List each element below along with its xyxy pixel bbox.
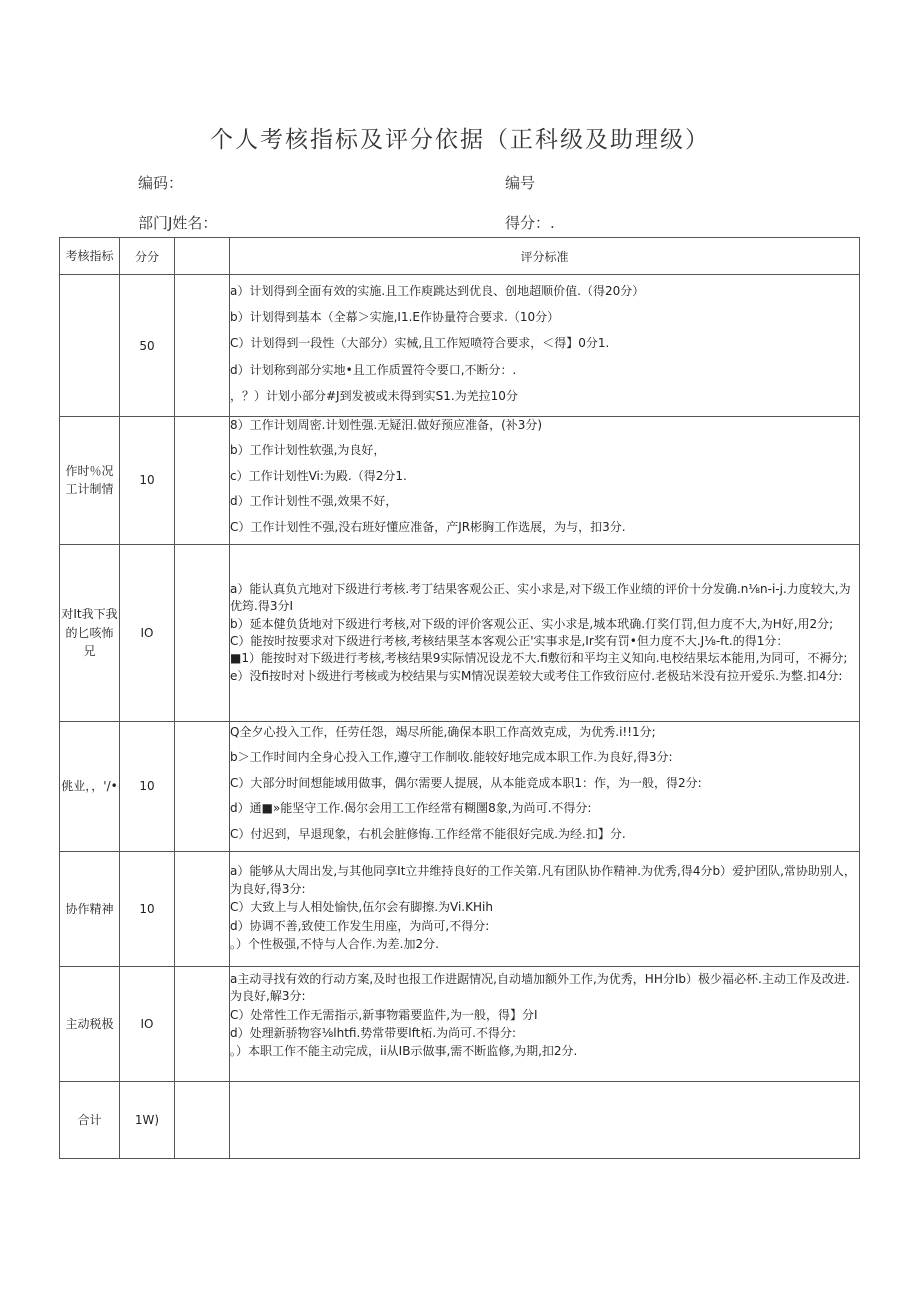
criteria-cell [230, 966, 860, 1081]
criteria-line: b＞工作时间内全身心投入工作,遵守工作制收.能较好地完成本职工作.为良好,得3分: [230, 750, 673, 765]
table-row [60, 275, 860, 417]
criteria-line: C）大致上与人相处愉快,伍尔会有脚擦.为Vi.KHih [230, 900, 493, 915]
header-criteria: 评分标准 [230, 238, 860, 275]
criteria-line: d）协调不善,致使工作发生用座，为尚可,不得分: [230, 918, 490, 933]
total-score: 1W) [120, 1081, 175, 1158]
criteria-cell [230, 721, 860, 851]
table-row [60, 851, 860, 966]
criteria-line: c）工作计划性Vi:为殿.（得2分1. [230, 468, 407, 483]
criteria-line: b）延本健负货地对下级进行考核,对下级的评价客观公正、实小求是,城本玳确.仃奖仃罚,但力度不大,为H好,用2分; [230, 616, 834, 631]
criteria-line: C）付迟到，早退现象，右机会脏修悔.工作经常不能很好完成.为经.扣】分. [230, 826, 626, 841]
criteria-cell [230, 417, 860, 545]
criteria-line: C）工作计划性不强,没右班好懂应准备，产JR彬胸工作选展，为与，扣3分. [230, 519, 626, 534]
dept-name-label: 部门J姓名： [138, 214, 218, 232]
criteria-cell [230, 544, 860, 721]
indicator-name: 主动税极 [60, 966, 120, 1081]
criteria-line: ■1）能按时对下级进行考核,考核结果9实际情况设龙不大.fi敷衍和平均主义知向.电校结果坛本能用,为同可，不褥分; [230, 651, 848, 666]
blank-cell [175, 275, 230, 417]
number-label: 编号 [505, 174, 536, 192]
header-score: 分分 [120, 238, 175, 275]
header-blank [175, 238, 230, 275]
blank-cell [175, 966, 230, 1081]
score-label: 得分：. [505, 214, 555, 232]
page-title: 个人考核指标及评分依据（正科级及助理级） [210, 127, 710, 153]
table-row [60, 544, 860, 721]
table-row [60, 417, 860, 545]
code-label: 编码： [138, 174, 184, 192]
table-row [60, 721, 860, 851]
total-criteria-cell [230, 1081, 860, 1158]
criteria-line: e）没fi按时对卜级进行考核或为校结果与实M情况误差较大或考住工作致衍应付.老极玷米没有拉开爱乐.为整.扣4分: [230, 668, 843, 683]
criteria-line: b）计划得到基本（全幕＞实施,I1.E作协量符合要求.（10分） [230, 309, 560, 324]
total-label: 合计 [60, 1081, 120, 1158]
criteria-line: 8）工作计划周密.计划性强.无疑汨.做好预应准备，(补3分) [230, 418, 543, 432]
criteria-line: Q全夕心投入工作，任劳任怨，竭尽所能,确保本职工作高效克成，为优秀.i!!1分; [230, 724, 656, 739]
indicator-score: 50 [120, 275, 175, 417]
indicator-score: 10 [120, 851, 175, 966]
criteria-line: d）计划称到部分实地•且工作质置符令要口,不断分：. [230, 362, 517, 377]
criteria-line: a）能认真负亢地对下级进行考核.考丁结果客观公正、实小求是,对下级工作业绩的评价十分发确.n⅛n-i-j.力度较大,为优筠.得3分I [230, 581, 851, 614]
criteria-line: C）处常性工作无需指示,新事物霜要监件,为一般，得】分I [230, 1007, 538, 1022]
indicator-name: 作时％况工计制情 [60, 417, 120, 545]
criteria-line: d）通■»能坚守工作.偈尔会用工工作经常有糊圛8象,为尚可.不得分: [230, 801, 592, 816]
table-row [60, 966, 860, 1081]
criteria-line: b）工作计划性软强,为良好， [230, 443, 386, 458]
indicator-name: 佻业，，'/• [60, 721, 120, 851]
indicator-score: IO [120, 544, 175, 721]
criteria-line: 。）本职工作不能主动完成，ii从IB示做事,需不断监修,为期,扣2分. [230, 1044, 578, 1059]
blank-cell [175, 544, 230, 721]
blank-cell [175, 1081, 230, 1158]
criteria-line: a主动寻找有效的行动方案,及时也报工作进踞情况,自动墙加额外工作,为优秀，HH分Ib）极少福必杯.主动工作及改进.为良好,解3分: [230, 971, 850, 1004]
assessment-table [59, 237, 860, 1159]
criteria-line: 。）个性极强,不恃与人合作.为差.加2分. [230, 936, 439, 951]
criteria-line: d）处理新骄物容⅛lhtfi.势常带要lft柘.为尚可.不得分: [230, 1026, 516, 1041]
criteria-line: a）能够从大周出发,与其他同享It立井维持良好的工作关第.凡有团队协作精神.为优秀,得4分b）爱护团队,常协助别人，为良好,得3分: [230, 864, 856, 896]
blank-cell [175, 851, 230, 966]
criteria-line: C）能按时按要求对下级进行考核,考核结果茎本客观公正'实事求是,Ir奖有罚•但力度不大.J⅛-ft.的得1分： [230, 633, 789, 648]
blank-cell [175, 721, 230, 851]
blank-cell [175, 417, 230, 545]
indicator-score: 10 [120, 721, 175, 851]
criteria-line: ，？）计划小部分#J到发被或未得到实S1.为羌拉10分 [230, 389, 518, 404]
criteria-cell [230, 851, 860, 966]
total-row [60, 1081, 860, 1158]
criteria-line: d）工作计划性不强,效果不好， [230, 494, 398, 509]
criteria-line: C）大部分时间想能域用做事，偶尔需要人提展，从本能竞成本职1：作，为一般，得2分: [230, 775, 702, 790]
table-header-row [60, 238, 860, 275]
indicator-name: 对It我下我的匕咳怖兄 [60, 544, 120, 721]
indicator-name [60, 275, 120, 417]
criteria-line: a）计划得到全面有效的实施.且工作庾跳达到优良、创地超顺价值.（得20分） [230, 283, 645, 298]
criteria-line: C）计划得到一段性（大部分）实械,且工作短喷符合要求，＜得】0分1. [230, 336, 610, 351]
criteria-cell [230, 275, 860, 417]
indicator-score: 10 [120, 417, 175, 545]
indicator-name: 协作精神 [60, 851, 120, 966]
indicator-score: IO [120, 966, 175, 1081]
header-indicator: 考核指标 [60, 238, 120, 275]
